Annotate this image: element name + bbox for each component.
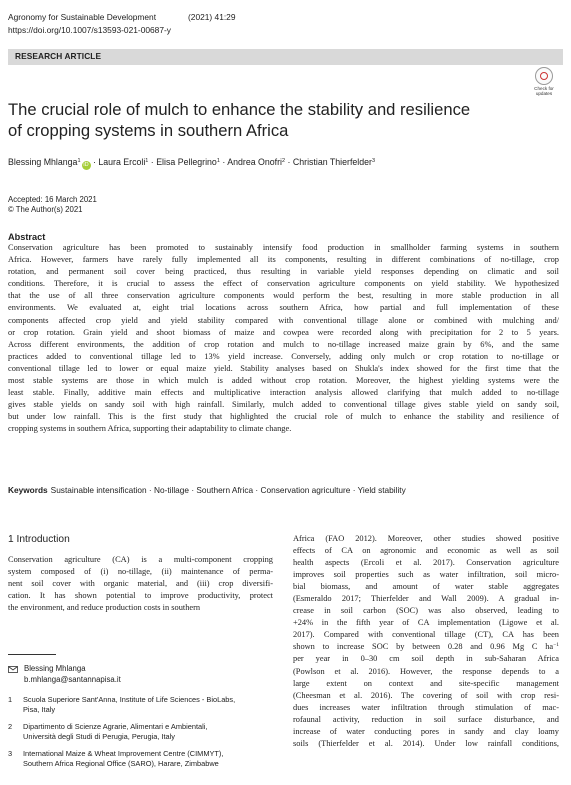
title-line-1: The crucial role of mulch to enhance the stability and resilience (8, 100, 471, 119)
journal-volume: (2021) 41:29 (188, 12, 236, 22)
keywords-label: Keywords (8, 485, 48, 495)
introduction-heading: 1 Introduction (8, 534, 70, 545)
accepted-date: Accepted: 16 March 2021 (8, 195, 97, 204)
abstract-line: or crop rotation. Grain yield and shoot biomass of maize and cowpea were recorded along with precipitation for 2 to 5 years. (8, 327, 559, 337)
introduction-line: improves soil properties such as water infiltration, soil micro- (293, 570, 559, 580)
affiliation-text (23, 695, 283, 714)
author-affiliation-marker: 1 (216, 158, 220, 164)
abstract-line: practices added to conventional tillage led to 13% yield increase. Conversely, adding only mulch or crop rotation to no-tillage or (8, 351, 559, 361)
introduction-line: (Powlson et al. 2016). However, the response depends to a (293, 666, 559, 676)
introduction-line: effects of CA on agronomic and economic as well as soil (293, 546, 559, 556)
introduction-line: +24% in the fifth year of CA implementation (Ligowe et al. (293, 618, 559, 628)
envelope-icon (8, 665, 18, 676)
affiliation-number: 3 (8, 749, 13, 758)
orcid-icon[interactable]: iD (83, 162, 89, 168)
abstract-line: cropping systems in southern Africa, supporting their adaptability to climate change. (8, 424, 292, 434)
affiliation-line: Pisa, Italy (23, 704, 56, 714)
corresponding-author (8, 663, 121, 685)
author-name: Andrea Onofri (227, 157, 283, 167)
author-name: Christian Thierfelder (292, 157, 372, 167)
check-for-updates-icon (535, 67, 553, 85)
affiliation-entry (8, 695, 283, 717)
affiliation-text (23, 749, 283, 768)
author-separator: · (90, 157, 99, 167)
abstract-line: components affected crop yield and yield stability compared with conventional tillage alone or combined with mulching and/ (8, 315, 559, 325)
abstract-line: conditions. Therefore, it is crucial to assess the effect of conservation agriculture components on yield stability. We hypothesized (8, 279, 559, 289)
abstract-line: most stable systems are those in which mulch is added without crop rotation. Moreover, the highest yielding systems were the (8, 376, 559, 386)
article-type-band (8, 49, 563, 65)
contact-name: Blessing Mhlanga (24, 664, 86, 673)
abstract-line: that the use of all three conservation agriculture components would perform the best, resulting in more stable production in all (8, 291, 559, 301)
introduction-left-column (8, 554, 273, 614)
introduction-line: Conservation agriculture (CA) is a multi-component cropping (8, 555, 273, 564)
introduction-line: nent soil cover with organic material, and (iii) crop diversifi- (8, 579, 273, 589)
introduction-line: (Cheesman et al. 2016). The covering of soil with crop resi- (293, 690, 559, 700)
doi-link[interactable]: https://doi.org/10.1007/s13593-021-00687-y (8, 25, 171, 35)
title-line-2: of cropping systems in southern Africa (8, 121, 289, 140)
affiliation-line: Scuola Superiore Sant'Anna, Institute of Life Sciences - BioLabs, (23, 695, 236, 704)
affiliation-line: Southern Africa Regional Office (SARO), Harare, Zimbabwe (23, 758, 219, 768)
author-affiliation-marker: 3 (371, 158, 376, 164)
introduction-line: Africa (FAO 2012). Moreover, other studies showed positive (293, 534, 559, 543)
affiliation-number: 1 (8, 695, 13, 704)
introduction-line: soils (Thierfelder et al. 2014). Under low rainfall conditions, (293, 738, 559, 748)
contact-email[interactable]: b.mhlanga@santannapisa.it (24, 675, 121, 684)
author-name: Laura Ercoli (98, 157, 146, 167)
article-title (8, 99, 528, 141)
abstract-line: Across different environments, the addition of crop rotation and mulch to no-tillage increased maize grain by 6%, and the same (8, 339, 559, 349)
introduction-line: system composed of (i) no-tillage, (ii) maintenance of perma- (8, 567, 273, 577)
introduction-line: the environment, and reduce production costs in southern (8, 603, 201, 613)
introduction-line: crease in soil carbon (SOC) was also observed, leading to (293, 606, 559, 616)
introduction-line: large extent on context and site-specific management (293, 678, 559, 688)
introduction-line: dues increases water infiltration through stimulation of mac- (293, 702, 559, 712)
author-separator: · (285, 157, 293, 167)
author-separator: · (219, 157, 228, 167)
keywords-line (8, 485, 406, 495)
footnote-divider (8, 654, 56, 655)
introduction-line: shown to increase SOC by between 0.28 and 0.96 Mg C $ha^{-1}$ (293, 642, 559, 652)
abstract-line: least stable. Finally, additive main effects and multiplicative interaction analysis allowed clarifying that mulch added to no-tillage (8, 388, 559, 398)
abstract-body (8, 242, 559, 436)
author-separator: · (148, 157, 157, 167)
affiliation-line: Dipartimento di Scienze Agrarie, Alimentari e Ambientali, (23, 722, 208, 731)
check-for-updates-label-1: Check for (534, 86, 554, 91)
abstract-line: Africa. However, farmers have rarely fully implemented all its components, resulting in different combinations of no-tillage, crop (8, 255, 559, 265)
introduction-line: 2017). Compared with conventional tillage (CT), CA has been (293, 630, 559, 640)
keywords-list: Sustainable intensification · No-tillage · Southern Africa · Conservation agriculture · Yield stability (50, 485, 406, 495)
affiliation-entry (8, 749, 283, 771)
introduction-right-column (293, 533, 559, 750)
introduction-line: (Esmeraldo 2017; Thierfelder and Wall 2009). A gradual in- (293, 594, 559, 604)
author-name: Elisa Pellegrino (156, 157, 217, 167)
abstract-line: but under low rainfall. This is the first study that highlighted the crucial role of mulch to enhance the stability and resilience of (8, 412, 559, 422)
author-name: Blessing Mhlanga (8, 157, 78, 167)
abstract-line: rotation, and permanent soil cover being practiced, thus resulting in variable yield responses depending on climatic and soil (8, 267, 559, 277)
copyright-notice: © The Author(s) 2021 (8, 205, 83, 214)
check-for-updates-badge[interactable] (531, 67, 557, 99)
check-for-updates-label-2: updates (535, 91, 553, 96)
introduction-line: per year in 0–30 cm soil depth in sub-Saharan Africa (293, 654, 559, 664)
introduction-line: rofaunal activity, reduction in soil surface disturbance, and (293, 714, 559, 724)
author-affiliation-marker: 1 (145, 158, 149, 164)
author-list (8, 157, 375, 170)
abstract-line: conventional tillage led to lower or equal maize yield. Stability analyses based on Shukla's index showed for the first time that the (8, 363, 559, 373)
unit-superscript: −1 (553, 642, 559, 649)
article-dates (8, 195, 97, 215)
introduction-line: bial biomass, and amount of water stable aggregates (293, 582, 559, 592)
affiliation-text (23, 722, 283, 741)
introduction-line: increase of water conducting pores in sandy and clay loamy (293, 726, 559, 736)
affiliation-line: International Maize & Wheat Improvement Centre (CIMMYT), (23, 749, 224, 758)
abstract-line: Conservation agriculture has been promoted to sustainably intensify food production in smallholder farming systems in southern (8, 243, 559, 252)
affiliation-entry (8, 722, 283, 744)
abstract-line: environments. We evaluated at, eight trial locations across southern Africa, how partial and full implementation of these (8, 303, 559, 313)
affiliation-number: 2 (8, 722, 13, 731)
introduction-line: cation. It has shown potential to improve productivity, protect (8, 591, 273, 601)
abstract-line: gives stable yields on sandy soil with high rainfall. Similarly, mulch added to conventional tillage gives stable yield on sandy soil, (8, 400, 559, 410)
introduction-line: health aspects (Ercoli et al. 2017). Conservation agriculture (293, 558, 559, 568)
article-type-label: RESEARCH ARTICLE (15, 51, 102, 61)
author-affiliation-marker: 2 (282, 158, 286, 164)
abstract-heading: Abstract (8, 232, 46, 242)
affiliation-line: Università degli Studi di Perugia, Perugia, Italy (23, 731, 175, 741)
journal-name: Agronomy for Sustainable Development (8, 12, 157, 22)
author-affiliation-marker: 1 (77, 158, 81, 164)
